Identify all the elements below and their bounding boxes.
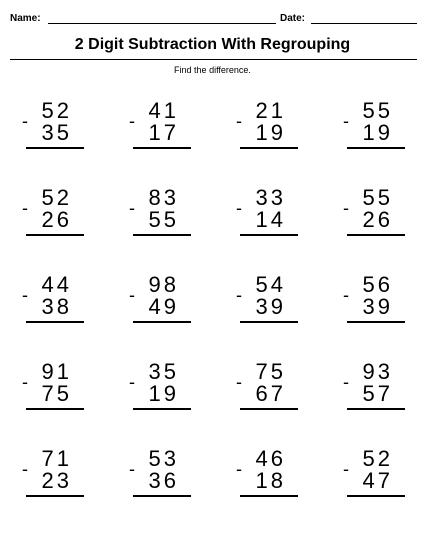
subtraction-problem (12, 187, 92, 247)
subtraction-problem (333, 100, 413, 160)
answer-line (133, 495, 191, 497)
minus-sign: - (236, 198, 242, 218)
minus-sign: - (236, 459, 242, 479)
minus-sign: - (236, 111, 242, 131)
subtraction-problem (226, 187, 306, 247)
subtrahend: 38 (41, 294, 72, 319)
subtrahend: 75 (41, 381, 72, 406)
minus-sign: - (129, 111, 135, 131)
subtraction-problem (333, 448, 413, 508)
subtrahend: 57 (362, 381, 393, 406)
subtrahend: 26 (362, 207, 393, 232)
header-row (10, 13, 417, 27)
minuend: 52 (41, 98, 72, 123)
title-divider (10, 59, 417, 60)
answer-line (240, 147, 298, 149)
answer-line (26, 147, 84, 149)
subtrahend: 23 (41, 468, 72, 493)
answer-line (240, 495, 298, 497)
subtraction-problem (226, 361, 306, 421)
minuend: 35 (148, 359, 179, 384)
answer-line (347, 321, 405, 323)
name-label: Name: (10, 13, 41, 24)
minus-sign: - (343, 111, 349, 131)
minus-sign: - (343, 372, 349, 392)
subtrahend: 19 (362, 120, 393, 145)
minus-sign: - (129, 285, 135, 305)
subtraction-problem (12, 448, 92, 508)
answer-line (240, 321, 298, 323)
subtrahend: 18 (255, 468, 286, 493)
problem-grid (12, 100, 412, 540)
minuend: 21 (255, 98, 286, 123)
name-field-line (48, 23, 276, 24)
minus-sign: - (129, 459, 135, 479)
minuend: 44 (41, 272, 72, 297)
answer-line (26, 495, 84, 497)
subtraction-problem (119, 100, 199, 160)
minuend: 33 (255, 185, 286, 210)
minuend: 46 (255, 446, 286, 471)
subtrahend: 49 (148, 294, 179, 319)
subtrahend: 55 (148, 207, 179, 232)
minuend: 52 (362, 446, 393, 471)
subtrahend: 14 (255, 207, 286, 232)
subtrahend: 35 (41, 120, 72, 145)
minuend: 71 (41, 446, 72, 471)
subtraction-problem (12, 274, 92, 334)
minuend: 91 (41, 359, 72, 384)
subtraction-problem (226, 274, 306, 334)
subtrahend: 39 (255, 294, 286, 319)
subtraction-problem (226, 448, 306, 508)
subtrahend: 17 (148, 120, 179, 145)
subtraction-problem (12, 361, 92, 421)
minuend: 75 (255, 359, 286, 384)
subtraction-problem (333, 187, 413, 247)
subtrahend: 47 (362, 468, 393, 493)
minuend: 93 (362, 359, 393, 384)
minus-sign: - (22, 111, 28, 131)
answer-line (26, 321, 84, 323)
minus-sign: - (343, 459, 349, 479)
minuend: 98 (148, 272, 179, 297)
minus-sign: - (22, 198, 28, 218)
subtraction-problem (226, 100, 306, 160)
minuend: 53 (148, 446, 179, 471)
answer-line (347, 234, 405, 236)
answer-line (240, 408, 298, 410)
answer-line (240, 234, 298, 236)
date-label: Date: (280, 13, 306, 24)
minus-sign: - (236, 285, 242, 305)
minuend: 56 (362, 272, 393, 297)
answer-line (26, 408, 84, 410)
minuend: 83 (148, 185, 179, 210)
minuend: 52 (41, 185, 72, 210)
answer-line (133, 147, 191, 149)
subtraction-problem (119, 361, 199, 421)
subtraction-problem (119, 448, 199, 508)
answer-line (347, 147, 405, 149)
subtraction-problem (12, 100, 92, 160)
minus-sign: - (22, 285, 28, 305)
subtrahend: 67 (255, 381, 286, 406)
answer-line (347, 495, 405, 497)
subtrahend: 39 (362, 294, 393, 319)
minus-sign: - (129, 198, 135, 218)
date-field-line (311, 23, 417, 24)
subtraction-problem (333, 361, 413, 421)
subtraction-problem (119, 187, 199, 247)
minus-sign: - (22, 372, 28, 392)
minus-sign: - (236, 372, 242, 392)
subtrahend: 26 (41, 207, 72, 232)
minus-sign: - (343, 198, 349, 218)
subtraction-problem (333, 274, 413, 334)
subtrahend: 19 (255, 120, 286, 145)
answer-line (133, 321, 191, 323)
minuend: 54 (255, 272, 286, 297)
instruction-text: Find the difference. (174, 65, 251, 75)
minus-sign: - (22, 459, 28, 479)
minuend: 55 (362, 98, 393, 123)
subtraction-problem (119, 274, 199, 334)
worksheet-title: 2 Digit Subtraction With Regrouping (74, 36, 351, 53)
subtrahend: 36 (148, 468, 179, 493)
subtrahend: 19 (148, 381, 179, 406)
answer-line (133, 408, 191, 410)
answer-line (133, 234, 191, 236)
minus-sign: - (343, 285, 349, 305)
minus-sign: - (129, 372, 135, 392)
minuend: 41 (148, 98, 179, 123)
minuend: 55 (362, 185, 393, 210)
answer-line (26, 234, 84, 236)
answer-line (347, 408, 405, 410)
